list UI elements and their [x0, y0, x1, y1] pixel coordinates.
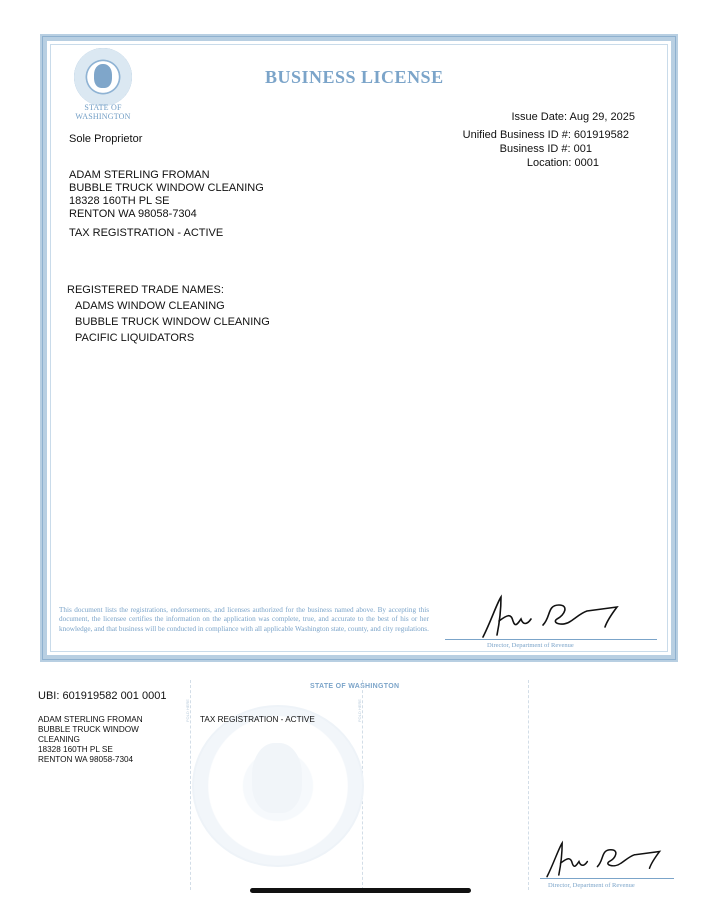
registration-status: TAX REGISTRATION - ACTIVE — [69, 227, 224, 239]
issue-date: Issue Date: Aug 29, 2025 — [511, 111, 635, 123]
certificate-title: BUSINESS LICENSE — [265, 67, 444, 87]
watermark-portrait — [252, 743, 302, 813]
strip-business-name-cont: CLEANING — [38, 735, 80, 744]
strip-state-heading: STATE OF WASHINGTON — [310, 683, 400, 690]
fold-label: FOLD HERE — [356, 699, 362, 722]
location-id: Location: 0001 — [526, 157, 599, 169]
strip-street-address: 18328 160TH PL SE — [38, 745, 113, 754]
owner-name: ADAM STERLING FROMAN — [69, 169, 210, 181]
state-label-line-1: STATE OF — [84, 103, 122, 112]
strip-ubi: UBI: 601919582 001 0001 — [38, 690, 167, 702]
business-name: BUBBLE TRUCK WINDOW CLEANING — [69, 182, 264, 194]
trade-name: PACIFIC LIQUIDATORS — [75, 332, 195, 344]
fold-line — [528, 680, 529, 890]
trade-name: BUBBLE TRUCK WINDOW CLEANING — [75, 316, 270, 328]
certification-disclaimer: This document lists the registrations, endorsements, and licenses authorized for the business named above. By accepting this document, the licensee certifies the information on the application was complete, true, and accurate to the best of his or her knowledge, and that business will be conducted in compliance with all applicable Washington state, county, and city regulations. — [59, 606, 429, 633]
entity-type: Sole Proprietor — [69, 133, 143, 145]
strip-city-state-zip: RENTON WA 98058-7304 — [38, 755, 134, 764]
signature-caption: Director, Department of Revenue — [487, 642, 574, 649]
washington-seal-icon — [74, 48, 132, 106]
home-indicator-bar[interactable] — [250, 888, 471, 893]
trade-name: ADAMS WINDOW CLEANING — [75, 300, 225, 312]
watermark-seal-icon — [192, 705, 364, 867]
fold-label: FOLD HERE — [184, 699, 190, 722]
street-address: 18328 160TH PL SE — [69, 195, 170, 207]
state-label — [47, 103, 159, 121]
strip-signature-line — [540, 878, 674, 879]
strip-signature-caption: Director, Department of Revenue — [548, 882, 635, 889]
state-label-line-2: WASHINGTON — [75, 112, 131, 121]
strip-director-signature-icon — [540, 838, 670, 880]
trade-names-heading: REGISTERED TRADE NAMES: — [67, 284, 224, 296]
city-state-zip: RENTON WA 98058-7304 — [69, 208, 197, 220]
strip-registration-status: TAX REGISTRATION - ACTIVE — [200, 715, 315, 724]
business-license-certificate — [40, 34, 678, 662]
director-signature-icon — [477, 591, 627, 641]
signature-line — [445, 639, 657, 640]
fold-line — [190, 680, 191, 890]
business-id: Business ID #: 001 — [499, 143, 592, 155]
strip-business-name: BUBBLE TRUCK WINDOW — [38, 725, 139, 734]
unified-business-id: Unified Business ID #: 601919582 — [462, 129, 629, 141]
strip-owner-name: ADAM STERLING FROMAN — [38, 715, 143, 724]
seal-portrait — [94, 64, 112, 88]
